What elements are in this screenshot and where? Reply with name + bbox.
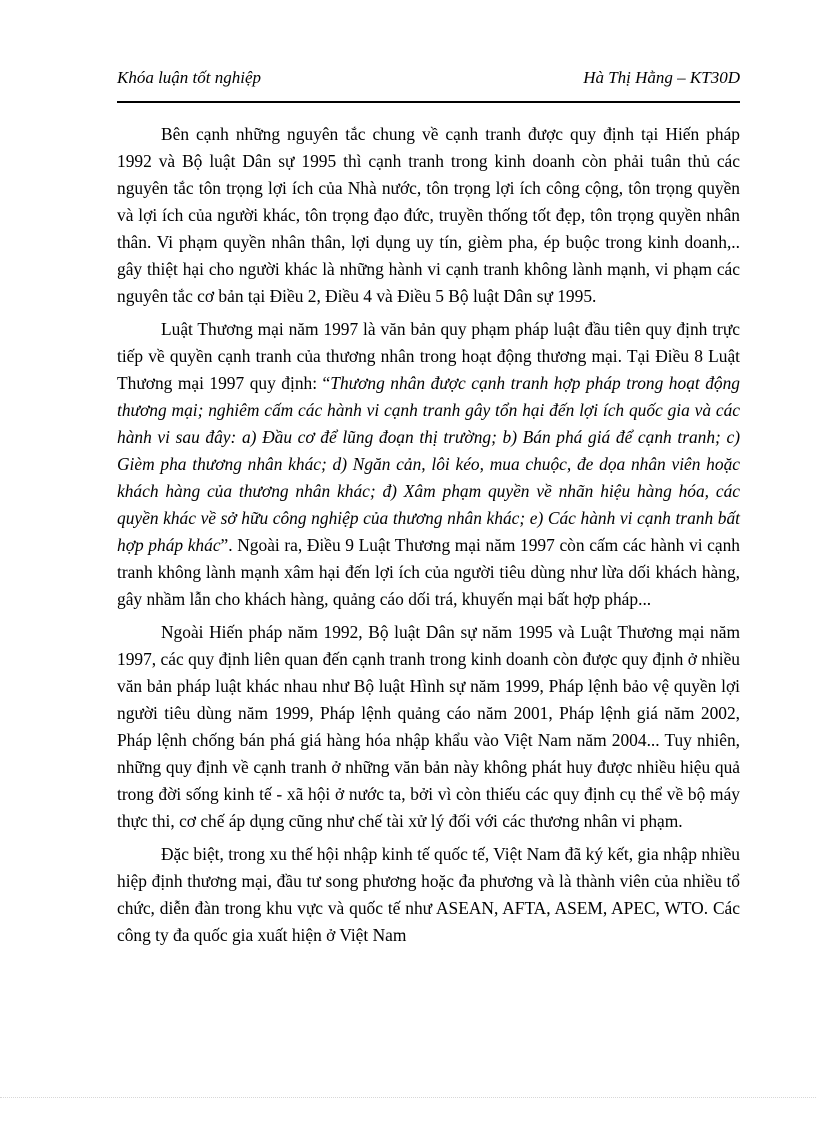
page-edge bbox=[0, 1097, 816, 1098]
document-body bbox=[117, 121, 740, 955]
header-thesis-title: Khóa luận tốt nghiệp bbox=[117, 68, 262, 87]
legal-quote: Thương nhân được cạnh tranh hợp pháp trong hoạt động thương mại; nghiêm cấm các hành vi cạnh tranh gây tổn hại đến lợi ích quốc gia và các hành vi sau đây: a) Đầu cơ để lũng đoạn thị trường; b) Bán phá giá để cạnh tranh; c) Gièm pha thương nhân khác; d) Ngăn cản, lôi kéo, mua chuộc, đe dọa nhân viên hoặc khách hàng của thương nhân khác; đ) Xâm phạm quyền về nhãn hiệu hàng hóa, các quyền khác về sở hữu công nghiệp của thương nhân khác; e) Các hành vi cạnh tranh bất hợp pháp khác bbox=[117, 373, 741, 555]
header-author: Hà Thị Hằng – KT30D bbox=[583, 68, 740, 87]
paragraph: Đặc biệt, trong xu thế hội nhập kinh tế quốc tế, Việt Nam đã ký kết, gia nhập nhiều hiệp định thương mại, đầu tư song phương hoặc đa phương và là thành viên của nhiều tổ chức, diễn đàn trong khu vực và quốc tế như ASEAN, AFTA, ASEM, APEC, WTO. Các công ty đa quốc gia xuất hiện ở Việt Nam bbox=[117, 844, 740, 945]
header-divider bbox=[117, 101, 740, 103]
paragraph: Ngoài Hiến pháp năm 1992, Bộ luật Dân sự năm 1995 và Luật Thương mại năm 1997, các quy định liên quan đến cạnh tranh trong kinh doanh còn được quy định ở nhiều văn bản pháp luật khác nhau như Bộ luật Hình sự năm 1999, Pháp lệnh bảo vệ quyền lợi người tiêu dùng năm 1999, Pháp lệnh quảng cáo năm 2001, Pháp lệnh giá năm 2002, Pháp lệnh chống bán phá giá hàng hóa nhập khẩu vào Việt Nam năm 2004... Tuy nhiên, những quy định về cạnh tranh ở những văn bản này không phát huy được nhiều hiệu quả trong đời sống kinh tế - xã hội ở nước ta, bởi vì còn thiếu các quy định cụ thể về bộ máy thực thi, cơ chế áp dụng cũng như chế tài xử lý đối với các thương nhân vi phạm. bbox=[117, 622, 740, 831]
paragraph bbox=[117, 316, 740, 613]
paragraph: Bên cạnh những nguyên tắc chung về cạnh tranh được quy định tại Hiến pháp 1992 và Bộ luật Dân sự 1995 thì cạnh tranh trong kinh doanh còn phải tuân thủ các nguyên tắc tôn trọng lợi ích của Nhà nước, tôn trọng lợi ích công cộng, tôn trọng quyền và lợi ích của người khác, tôn trọng đạo đức, truyền thống tốt đẹp, tôn trọng quyền nhân thân. Vi phạm quyền nhân thân, lợi dụng uy tín, gièm pha, ép buộc trong kinh doanh,.. gây thiệt hại cho người khác là những hành vi cạnh tranh không lành mạnh, vi phạm các nguyên tắc cơ bản tại Điều 2, Điều 4 và Điều 5 Bộ luật Dân sự 1995. bbox=[117, 124, 740, 306]
paragraph-text: ”. Ngoài ra, Điều 9 Luật Thương mại năm 1997 còn cấm các hành vi cạnh tranh không lành mạnh xâm hại đến lợi ích của người tiêu dùng như lừa dối khách hàng, gây nhầm lẫn cho khách hàng, quảng cáo dối trá, khuyến mại bất hợp pháp... bbox=[117, 535, 740, 609]
paragraph-text: Luật Thương mại năm 1997 là văn bản quy phạm pháp luật đầu tiên quy định trực tiếp về quyền cạnh tranh của thương nhân trong hoạt động thương mại. Tại Điều 8 Luật Thương mại 1997 quy định: “ bbox=[117, 319, 740, 393]
page-header bbox=[117, 64, 740, 94]
